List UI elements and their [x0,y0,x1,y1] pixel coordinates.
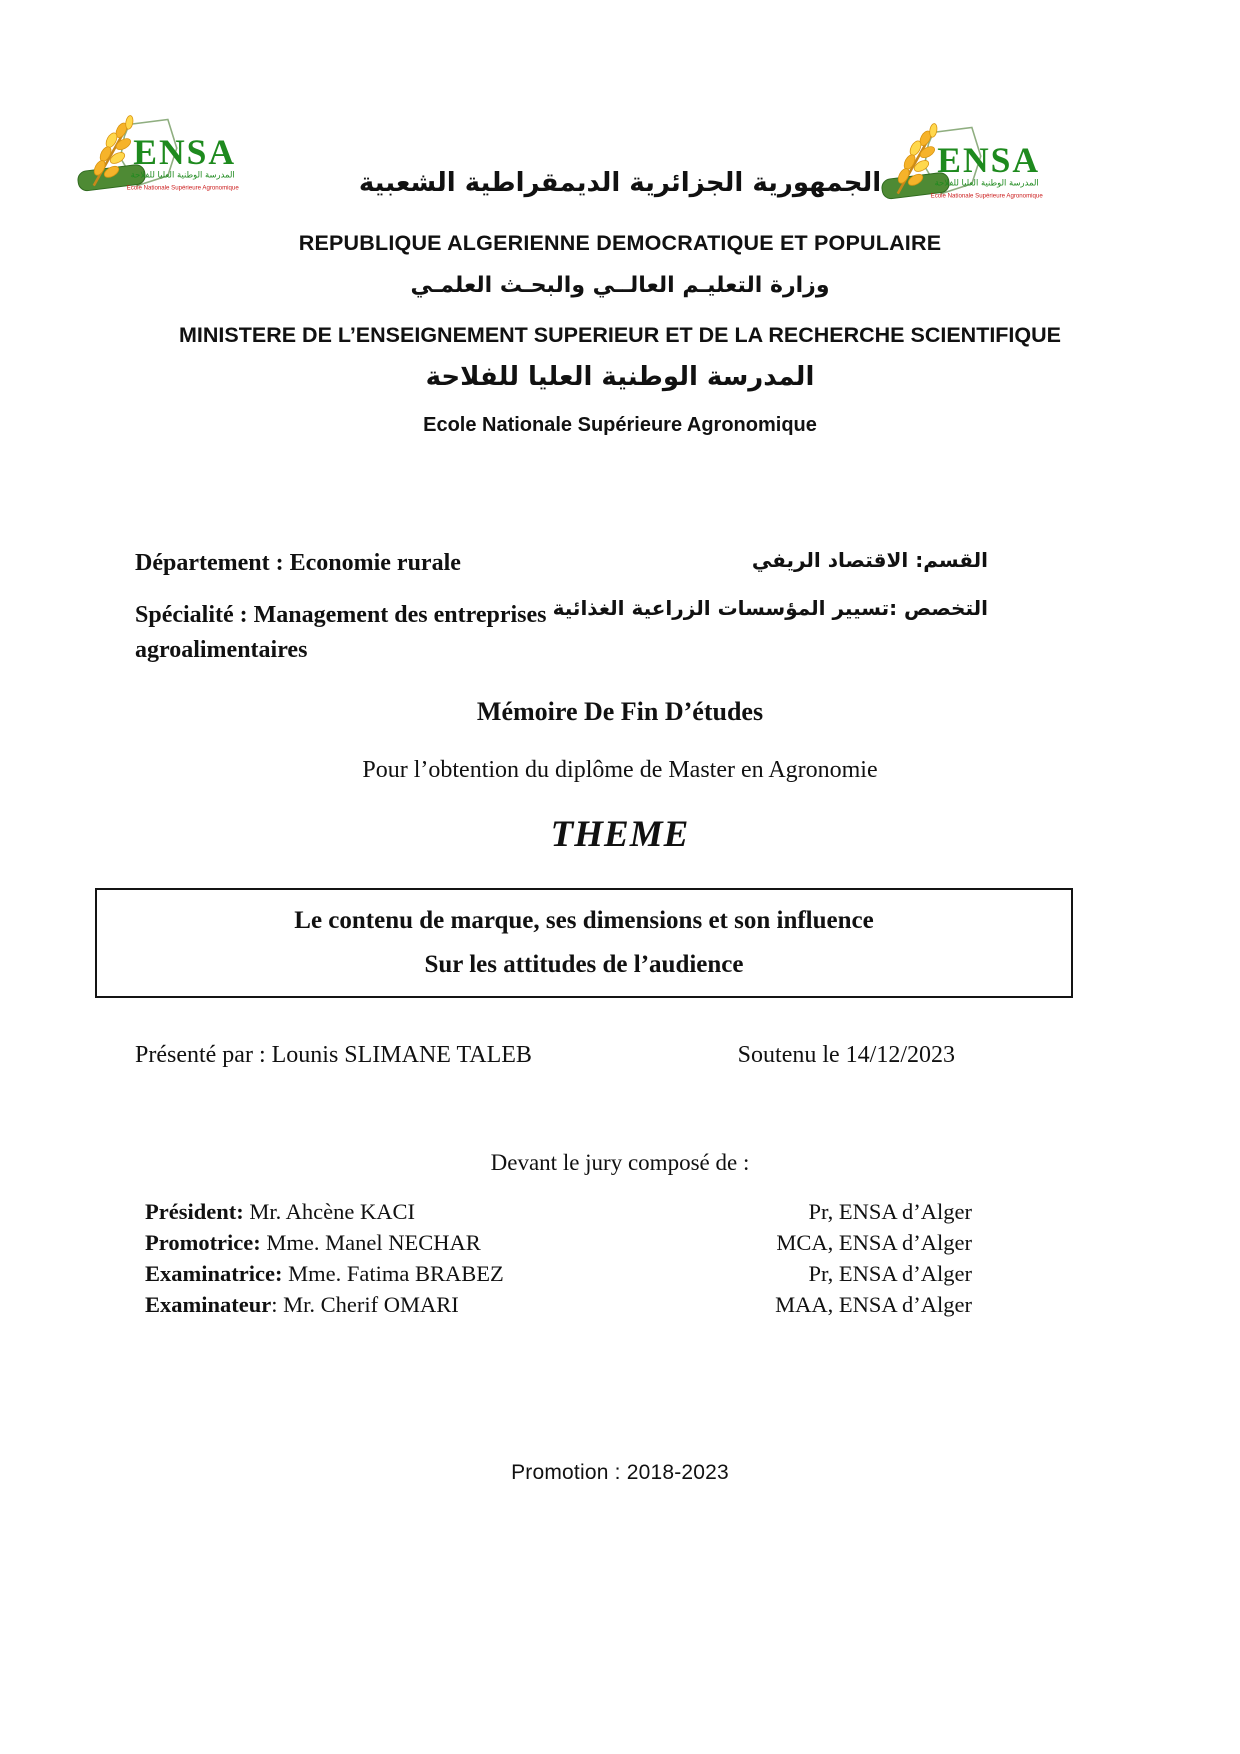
logo-french-name: Ecole Nationale Supérieure Agronomique [930,192,1043,200]
jury-rank: MAA, ENSA d’Alger [775,1292,972,1317]
theme-title-box [95,888,1073,998]
jury-rank: Pr, ENSA d’Alger [808,1261,972,1286]
defense-date: Soutenu le 14/12/2023 [737,1042,955,1068]
jury-member [145,1289,459,1320]
jury-rank: Pr, ENSA d’Alger [808,1199,972,1224]
jury-role: Promotrice: [145,1230,261,1255]
school-name-arabic: المدرسة الوطنية العليا للفلاحة [425,362,815,392]
jury-role: Examinateur [145,1292,272,1317]
specialty-label-arabic: التخصص :تسيير المؤسسات الزراعية الغذائية [552,596,988,620]
jury-name: : Mr. Cherif OMARI [271,1292,459,1317]
jury-table [145,1196,972,1320]
promotion-label: Promotion : 2018-2023 [511,1461,729,1484]
memoir-title: Mémoire De Fin D’études [476,697,764,726]
jury-row-examinatrice [145,1258,972,1289]
theme-heading: THEME [550,814,690,855]
ministry-title-french: MINISTERE DE L’ENSEIGNEMENT SUPERIEUR ET DE LA RECHERCHE SCIENTIFIQUE [179,323,1061,347]
theme-title-line-1: Le contenu de marque, ses dimensions et son influence [294,907,874,934]
school-name-french: Ecole Nationale Supérieure Agronomique [423,414,817,436]
department-label-french: Département : Economie rurale [135,550,461,576]
presented-by: Présenté par : Lounis SLIMANE TALEB [135,1042,532,1068]
jury-member [145,1227,481,1258]
specialty-label-french: Spécialité : Management des entreprises agroalimentaires [135,602,547,663]
jury-row-president [145,1196,972,1227]
department-label-arabic: القسم: الاقتصاد الريفي [751,548,988,572]
logo-acronym: ENSA [133,131,237,172]
jury-name: Mme. Manel NECHAR [260,1230,481,1255]
logo-acronym: ENSA [937,139,1041,180]
logo-french-name: Ecole Nationale Supérieure Agronomique [126,184,239,192]
theme-title-line-2: Sur les attitudes de l’audience [424,951,744,978]
jury-row-examinateur [145,1289,972,1320]
jury-member [145,1258,504,1289]
jury-role: Examinatrice: [145,1261,283,1286]
jury-rank: MCA, ENSA d’Alger [776,1230,972,1255]
jury-name: Mme. Fatima BRABEZ [282,1261,504,1286]
jury-member [145,1196,415,1227]
ministry-title-arabic: وزارة التعليـم العالــي والبحـث العلمـي [410,273,830,298]
jury-row-promotrice [145,1227,972,1258]
jury-intro: Devant le jury composé de : [490,1150,750,1175]
logo-arabic-name: المدرسة الوطنية العليا للفلاحة [934,177,1039,188]
logo-arabic-name: المدرسة الوطنية العليا للفلاحة [130,169,235,180]
jury-role: Président: [145,1199,244,1224]
republic-title-french: REPUBLIQUE ALGERIENNE DEMOCRATIQUE ET POPULAIRE [298,231,942,255]
jury-name: Mr. Ahcène KACI [243,1199,415,1224]
republic-title-arabic: الجمهورية الجزائرية الديمقراطية الشعبية [358,168,882,198]
memoir-subtitle: Pour l’obtention du diplôme de Master en Agronomie [362,757,878,783]
